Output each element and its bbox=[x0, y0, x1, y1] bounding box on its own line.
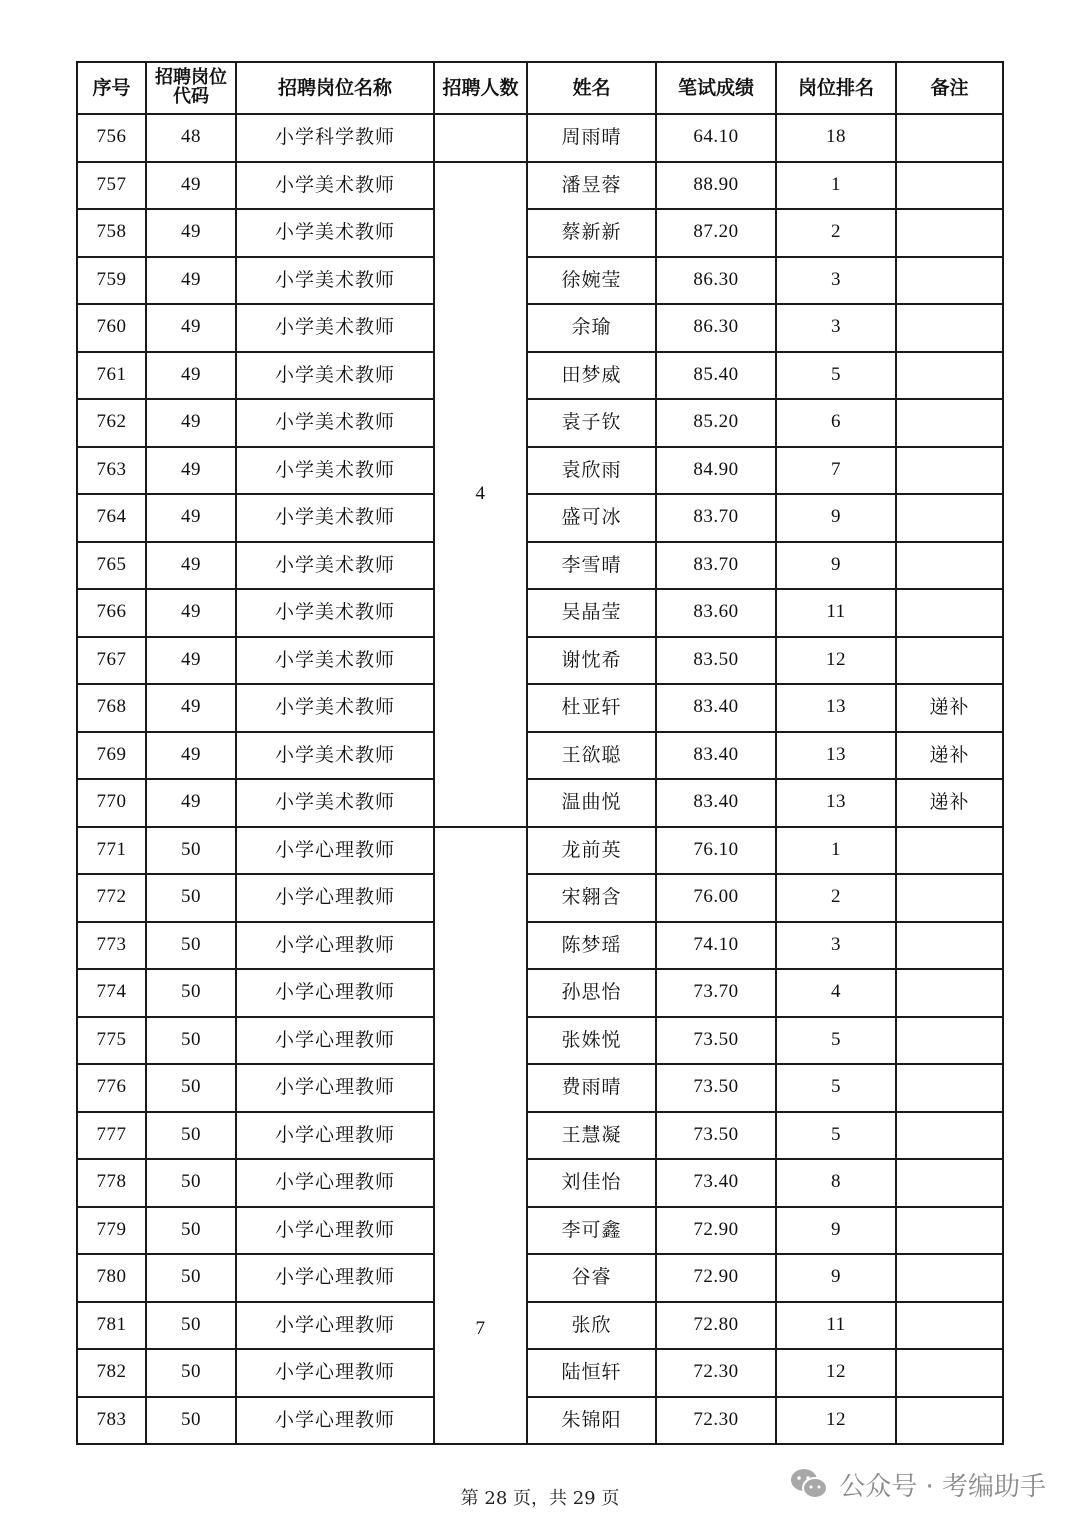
table-row bbox=[77, 1397, 1003, 1445]
cell-rank: 11 bbox=[776, 589, 896, 637]
cell-note bbox=[896, 494, 1003, 542]
cell-code: 50 bbox=[146, 1397, 236, 1445]
table-row bbox=[77, 637, 1003, 685]
cell-code: 50 bbox=[146, 1349, 236, 1397]
cell-position: 小学心理教师 bbox=[236, 1017, 434, 1065]
table-row bbox=[77, 1159, 1003, 1207]
cell-seq: 763 bbox=[77, 447, 146, 495]
cell-note: 递补 bbox=[896, 684, 1003, 732]
cell-score: 72.90 bbox=[656, 1207, 776, 1255]
cell-name: 王欲聪 bbox=[527, 732, 656, 780]
table-body bbox=[77, 114, 1003, 1444]
cell-name: 李可鑫 bbox=[527, 1207, 656, 1255]
table-row bbox=[77, 1112, 1003, 1160]
table-row bbox=[77, 399, 1003, 447]
cell-score: 86.30 bbox=[656, 304, 776, 352]
header-name: 姓名 bbox=[527, 62, 656, 114]
cell-seq: 772 bbox=[77, 874, 146, 922]
cell-name: 余瑜 bbox=[527, 304, 656, 352]
table-row bbox=[77, 1064, 1003, 1112]
cell-rank: 7 bbox=[776, 447, 896, 495]
cell-rank: 11 bbox=[776, 1302, 896, 1350]
cell-note bbox=[896, 209, 1003, 257]
cell-name: 潘昱蓉 bbox=[527, 162, 656, 210]
cell-code: 50 bbox=[146, 1254, 236, 1302]
table-row bbox=[77, 874, 1003, 922]
cell-position: 小学心理教师 bbox=[236, 922, 434, 970]
table-row bbox=[77, 1254, 1003, 1302]
cell-position: 小学美术教师 bbox=[236, 304, 434, 352]
cell-code: 49 bbox=[146, 684, 236, 732]
cell-note bbox=[896, 304, 1003, 352]
cell-name: 陆恒轩 bbox=[527, 1349, 656, 1397]
cell-seq: 768 bbox=[77, 684, 146, 732]
cell-score: 73.70 bbox=[656, 969, 776, 1017]
cell-score: 83.40 bbox=[656, 732, 776, 780]
cell-position: 小学美术教师 bbox=[236, 257, 434, 305]
cell-code: 49 bbox=[146, 732, 236, 780]
cell-rank: 3 bbox=[776, 922, 896, 970]
cell-score: 74.10 bbox=[656, 922, 776, 970]
cell-note bbox=[896, 399, 1003, 447]
cell-position: 小学美术教师 bbox=[236, 162, 434, 210]
cell-code: 49 bbox=[146, 447, 236, 495]
cell-rank: 12 bbox=[776, 637, 896, 685]
cell-position: 小学心理教师 bbox=[236, 1349, 434, 1397]
cell-seq: 769 bbox=[77, 732, 146, 780]
header-position: 招聘岗位名称 bbox=[236, 62, 434, 114]
cell-name: 李雪晴 bbox=[527, 542, 656, 590]
cell-score: 86.30 bbox=[656, 257, 776, 305]
cell-seq: 759 bbox=[77, 257, 146, 305]
cell-seq: 756 bbox=[77, 114, 146, 162]
cell-position: 小学心理教师 bbox=[236, 1207, 434, 1255]
cell-seq: 779 bbox=[77, 1207, 146, 1255]
cell-seq: 762 bbox=[77, 399, 146, 447]
cell-position: 小学美术教师 bbox=[236, 542, 434, 590]
cell-seq: 780 bbox=[77, 1254, 146, 1302]
cell-note: 递补 bbox=[896, 779, 1003, 827]
cell-position: 小学美术教师 bbox=[236, 447, 434, 495]
cell-note bbox=[896, 1017, 1003, 1065]
cell-code: 50 bbox=[146, 1017, 236, 1065]
cell-position: 小学心理教师 bbox=[236, 1064, 434, 1112]
cell-position: 小学心理教师 bbox=[236, 1159, 434, 1207]
cell-position: 小学心理教师 bbox=[236, 1254, 434, 1302]
cell-position: 小学美术教师 bbox=[236, 352, 434, 400]
cell-score: 88.90 bbox=[656, 162, 776, 210]
cell-note bbox=[896, 1349, 1003, 1397]
cell-position: 小学美术教师 bbox=[236, 494, 434, 542]
cell-seq: 781 bbox=[77, 1302, 146, 1350]
cell-name: 温曲悦 bbox=[527, 779, 656, 827]
header-score: 笔试成绩 bbox=[656, 62, 776, 114]
cell-position: 小学心理教师 bbox=[236, 1112, 434, 1160]
cell-score: 76.00 bbox=[656, 874, 776, 922]
header-note: 备注 bbox=[896, 62, 1003, 114]
cell-position: 小学美术教师 bbox=[236, 637, 434, 685]
cell-headcount: 7 bbox=[434, 827, 527, 1445]
cell-score: 83.50 bbox=[656, 637, 776, 685]
table-row bbox=[77, 542, 1003, 590]
cell-seq: 767 bbox=[77, 637, 146, 685]
table-row bbox=[77, 114, 1003, 162]
cell-note bbox=[896, 447, 1003, 495]
cell-seq: 761 bbox=[77, 352, 146, 400]
table-row bbox=[77, 209, 1003, 257]
table-row bbox=[77, 257, 1003, 305]
cell-name: 陈梦瑶 bbox=[527, 922, 656, 970]
cell-code: 50 bbox=[146, 1302, 236, 1350]
cell-seq: 782 bbox=[77, 1349, 146, 1397]
table-row bbox=[77, 494, 1003, 542]
cell-code: 50 bbox=[146, 874, 236, 922]
cell-name: 费雨晴 bbox=[527, 1064, 656, 1112]
table-row bbox=[77, 684, 1003, 732]
cell-rank: 6 bbox=[776, 399, 896, 447]
cell-score: 83.40 bbox=[656, 779, 776, 827]
cell-code: 49 bbox=[146, 779, 236, 827]
cell-note bbox=[896, 1397, 1003, 1445]
cell-code: 50 bbox=[146, 1207, 236, 1255]
table-row bbox=[77, 969, 1003, 1017]
cell-name: 田梦威 bbox=[527, 352, 656, 400]
table-row bbox=[77, 589, 1003, 637]
cell-note bbox=[896, 969, 1003, 1017]
cell-seq: 766 bbox=[77, 589, 146, 637]
cell-code: 50 bbox=[146, 1064, 236, 1112]
cell-score: 83.60 bbox=[656, 589, 776, 637]
table-row bbox=[77, 1017, 1003, 1065]
cell-note bbox=[896, 257, 1003, 305]
cell-code: 50 bbox=[146, 1112, 236, 1160]
cell-name: 吴晶莹 bbox=[527, 589, 656, 637]
cell-rank: 9 bbox=[776, 1254, 896, 1302]
cell-rank: 12 bbox=[776, 1349, 896, 1397]
watermark bbox=[789, 1462, 1046, 1506]
cell-note bbox=[896, 1207, 1003, 1255]
cell-position: 小学心理教师 bbox=[236, 1302, 434, 1350]
cell-rank: 13 bbox=[776, 684, 896, 732]
cell-score: 84.90 bbox=[656, 447, 776, 495]
cell-score: 73.50 bbox=[656, 1112, 776, 1160]
cell-code: 50 bbox=[146, 827, 236, 875]
cell-code: 49 bbox=[146, 209, 236, 257]
cell-note bbox=[896, 1254, 1003, 1302]
cell-code: 49 bbox=[146, 304, 236, 352]
cell-score: 85.20 bbox=[656, 399, 776, 447]
cell-position: 小学美术教师 bbox=[236, 779, 434, 827]
cell-name: 袁子钦 bbox=[527, 399, 656, 447]
cell-seq: 775 bbox=[77, 1017, 146, 1065]
watermark-text: 公众号 · 考编助手 bbox=[839, 1471, 1046, 1502]
cell-score: 73.40 bbox=[656, 1159, 776, 1207]
cell-seq: 776 bbox=[77, 1064, 146, 1112]
cell-name: 袁欣雨 bbox=[527, 447, 656, 495]
cell-seq: 764 bbox=[77, 494, 146, 542]
cell-seq: 777 bbox=[77, 1112, 146, 1160]
cell-rank: 1 bbox=[776, 162, 896, 210]
cell-name: 徐婉莹 bbox=[527, 257, 656, 305]
table-row bbox=[77, 162, 1003, 210]
cell-score: 73.50 bbox=[656, 1017, 776, 1065]
cell-score: 72.80 bbox=[656, 1302, 776, 1350]
cell-position: 小学心理教师 bbox=[236, 969, 434, 1017]
header-code bbox=[146, 62, 236, 114]
cell-score: 64.10 bbox=[656, 114, 776, 162]
cell-note bbox=[896, 162, 1003, 210]
cell-score: 73.50 bbox=[656, 1064, 776, 1112]
header-rank: 岗位排名 bbox=[776, 62, 896, 114]
header-code-line1: 招聘岗位 bbox=[155, 67, 227, 89]
cell-name: 朱锦阳 bbox=[527, 1397, 656, 1445]
cell-position: 小学美术教师 bbox=[236, 684, 434, 732]
cell-score: 83.70 bbox=[656, 494, 776, 542]
cell-rank: 3 bbox=[776, 304, 896, 352]
cell-score: 87.20 bbox=[656, 209, 776, 257]
table-row bbox=[77, 1302, 1003, 1350]
cell-note bbox=[896, 1112, 1003, 1160]
cell-code: 50 bbox=[146, 1159, 236, 1207]
cell-rank: 5 bbox=[776, 1064, 896, 1112]
cell-name: 宋翱含 bbox=[527, 874, 656, 922]
cell-name: 谢忱希 bbox=[527, 637, 656, 685]
cell-code: 49 bbox=[146, 494, 236, 542]
cell-note bbox=[896, 114, 1003, 162]
header-code-line2: 代码 bbox=[173, 86, 209, 107]
cell-position: 小学科学教师 bbox=[236, 114, 434, 162]
cell-score: 72.30 bbox=[656, 1397, 776, 1445]
cell-rank: 1 bbox=[776, 827, 896, 875]
cell-seq: 778 bbox=[77, 1159, 146, 1207]
cell-score: 72.30 bbox=[656, 1349, 776, 1397]
cell-code: 48 bbox=[146, 114, 236, 162]
cell-seq: 765 bbox=[77, 542, 146, 590]
table-row bbox=[77, 304, 1003, 352]
cell-name: 周雨晴 bbox=[527, 114, 656, 162]
cell-name: 谷睿 bbox=[527, 1254, 656, 1302]
cell-code: 49 bbox=[146, 257, 236, 305]
cell-name: 蔡新新 bbox=[527, 209, 656, 257]
cell-headcount: 4 bbox=[434, 162, 527, 827]
cell-rank: 13 bbox=[776, 779, 896, 827]
cell-position: 小学美术教师 bbox=[236, 589, 434, 637]
header-headcount: 招聘人数 bbox=[434, 62, 527, 114]
table-row bbox=[77, 447, 1003, 495]
cell-code: 49 bbox=[146, 162, 236, 210]
cell-seq: 757 bbox=[77, 162, 146, 210]
cell-rank: 8 bbox=[776, 1159, 896, 1207]
cell-name: 孙思怡 bbox=[527, 969, 656, 1017]
cell-name: 刘佳怡 bbox=[527, 1159, 656, 1207]
cell-rank: 12 bbox=[776, 1397, 896, 1445]
cell-name: 盛可冰 bbox=[527, 494, 656, 542]
cell-name: 杜亚轩 bbox=[527, 684, 656, 732]
cell-position: 小学美术教师 bbox=[236, 399, 434, 447]
cell-note bbox=[896, 874, 1003, 922]
cell-score: 72.90 bbox=[656, 1254, 776, 1302]
cell-code: 50 bbox=[146, 969, 236, 1017]
cell-rank: 9 bbox=[776, 1207, 896, 1255]
cell-rank: 9 bbox=[776, 542, 896, 590]
cell-rank: 5 bbox=[776, 1017, 896, 1065]
cell-name: 张姝悦 bbox=[527, 1017, 656, 1065]
cell-rank: 5 bbox=[776, 352, 896, 400]
cell-note bbox=[896, 1302, 1003, 1350]
cell-code: 49 bbox=[146, 399, 236, 447]
cell-code: 49 bbox=[146, 352, 236, 400]
page-footer: 第 28 页，共 29 页 bbox=[460, 1488, 620, 1509]
header-row bbox=[77, 62, 1003, 114]
cell-seq: 783 bbox=[77, 1397, 146, 1445]
header-seq: 序号 bbox=[77, 62, 146, 114]
cell-seq: 758 bbox=[77, 209, 146, 257]
cell-code: 49 bbox=[146, 542, 236, 590]
table-row bbox=[77, 732, 1003, 780]
table-row bbox=[77, 352, 1003, 400]
cell-name: 龙前英 bbox=[527, 827, 656, 875]
cell-note bbox=[896, 922, 1003, 970]
cell-code: 49 bbox=[146, 637, 236, 685]
cell-headcount bbox=[434, 114, 527, 162]
cell-rank: 2 bbox=[776, 874, 896, 922]
cell-seq: 773 bbox=[77, 922, 146, 970]
cell-position: 小学美术教师 bbox=[236, 209, 434, 257]
cell-seq: 770 bbox=[77, 779, 146, 827]
cell-score: 85.40 bbox=[656, 352, 776, 400]
cell-rank: 2 bbox=[776, 209, 896, 257]
cell-rank: 9 bbox=[776, 494, 896, 542]
cell-seq: 774 bbox=[77, 969, 146, 1017]
cell-position: 小学心理教师 bbox=[236, 827, 434, 875]
table-row bbox=[77, 827, 1003, 875]
cell-position: 小学心理教师 bbox=[236, 874, 434, 922]
cell-note bbox=[896, 542, 1003, 590]
cell-note bbox=[896, 827, 1003, 875]
cell-note: 递补 bbox=[896, 732, 1003, 780]
cell-note bbox=[896, 637, 1003, 685]
cell-rank: 4 bbox=[776, 969, 896, 1017]
cell-code: 49 bbox=[146, 589, 236, 637]
cell-name: 张欣 bbox=[527, 1302, 656, 1350]
table-row bbox=[77, 779, 1003, 827]
cell-name: 王慧凝 bbox=[527, 1112, 656, 1160]
cell-score: 76.10 bbox=[656, 827, 776, 875]
table-row bbox=[77, 1349, 1003, 1397]
cell-seq: 771 bbox=[77, 827, 146, 875]
cell-position: 小学心理教师 bbox=[236, 1397, 434, 1445]
cell-rank: 5 bbox=[776, 1112, 896, 1160]
cell-rank: 18 bbox=[776, 114, 896, 162]
score-table bbox=[76, 61, 1004, 1445]
table-row bbox=[77, 922, 1003, 970]
cell-note bbox=[896, 352, 1003, 400]
table-row bbox=[77, 1207, 1003, 1255]
cell-code: 50 bbox=[146, 922, 236, 970]
cell-note bbox=[896, 1159, 1003, 1207]
cell-note bbox=[896, 1064, 1003, 1112]
cell-rank: 13 bbox=[776, 732, 896, 780]
cell-score: 83.70 bbox=[656, 542, 776, 590]
cell-note bbox=[896, 589, 1003, 637]
cell-rank: 3 bbox=[776, 257, 896, 305]
cell-seq: 760 bbox=[77, 304, 146, 352]
cell-position: 小学美术教师 bbox=[236, 732, 434, 780]
cell-score: 83.40 bbox=[656, 684, 776, 732]
wechat-icon bbox=[789, 1467, 829, 1501]
